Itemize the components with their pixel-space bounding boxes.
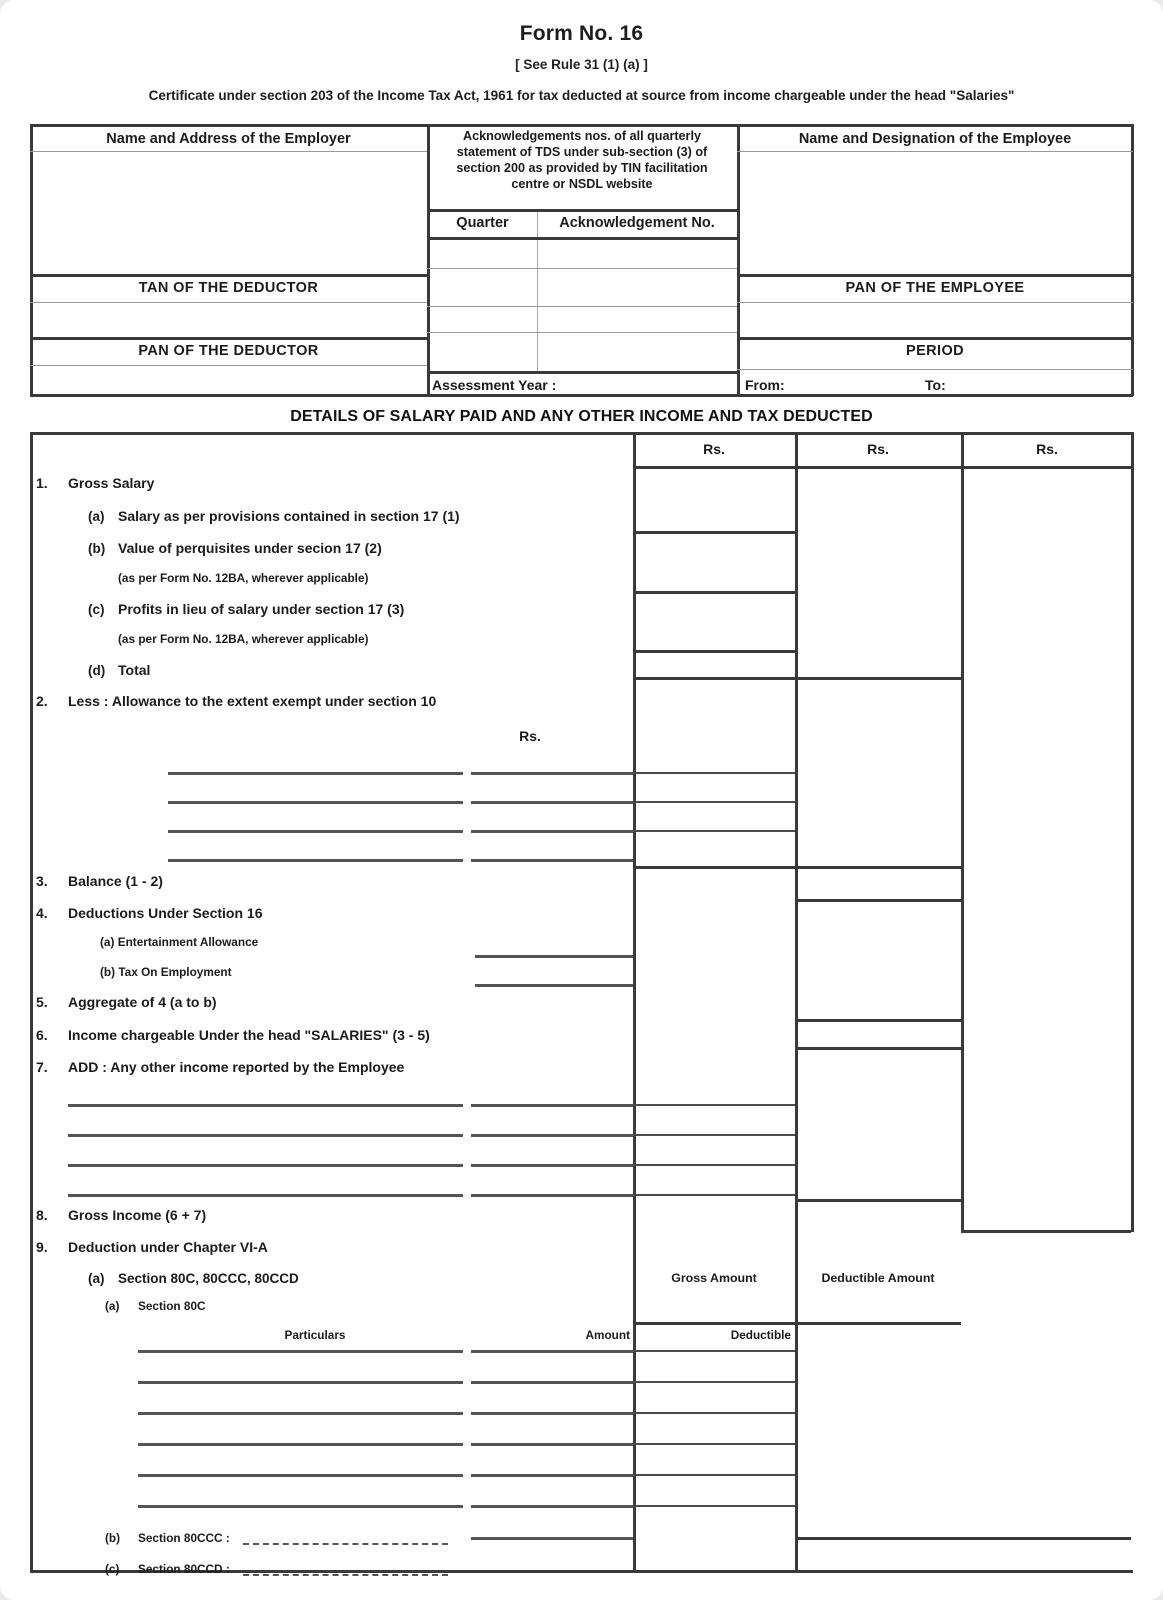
section80c-deductible-divider-2 bbox=[633, 1381, 795, 1383]
amount-col2-cell-1[interactable] bbox=[800, 470, 956, 670]
amount-cell-1c[interactable] bbox=[638, 655, 790, 673]
section80c-entry-line-4-particulars[interactable] bbox=[138, 1443, 463, 1446]
tan-label: TAN OF THE DEDUCTOR bbox=[138, 280, 319, 296]
amount-col2-balance-top-border bbox=[795, 866, 961, 869]
pan-deductor-label-underline bbox=[30, 365, 427, 366]
amount-col1-other-income-divider-2 bbox=[633, 1134, 795, 1136]
amount-col2-cell-4[interactable] bbox=[800, 905, 956, 1013]
pan-employee-label: PAN OF THE EMPLOYEE bbox=[845, 280, 1025, 296]
item-1c-number: (c) bbox=[88, 602, 105, 617]
item-9c-number: (c) bbox=[105, 1562, 120, 1576]
amount-col2-divider-1d bbox=[795, 677, 961, 680]
amount-col1-divider-1c bbox=[633, 650, 795, 653]
section10-entry-line-3-left[interactable] bbox=[168, 830, 463, 833]
employee-header-underline bbox=[737, 151, 1133, 152]
period-label-underline bbox=[737, 369, 1133, 370]
pan-employee-row-top-border bbox=[737, 274, 1133, 277]
acknowledgement-no-header: Acknowledgement No. bbox=[559, 215, 715, 231]
details-col1-left-border bbox=[633, 432, 636, 1572]
employer-col-header: Name and Address of the Employer bbox=[106, 131, 351, 147]
pan-deductor-row-top-border bbox=[30, 337, 427, 340]
tan-row-top-border bbox=[30, 274, 427, 277]
section10-entry-line-4-left[interactable] bbox=[168, 859, 463, 862]
section10-entry-line-2-right[interactable] bbox=[471, 801, 633, 804]
other-income-entry-line-4-right[interactable] bbox=[471, 1194, 633, 1197]
header-table-right-border bbox=[1131, 124, 1134, 396]
item-9b-amount-line[interactable] bbox=[471, 1537, 633, 1540]
quarter-header: Quarter bbox=[456, 215, 509, 231]
amount-col3-header: Rs. bbox=[1036, 441, 1058, 457]
section80c-deductible-divider-6 bbox=[633, 1505, 795, 1507]
amount-col1-section10-divider-1 bbox=[633, 772, 795, 774]
amount-header: Amount bbox=[585, 1328, 630, 1342]
section80c-entry-line-2-particulars[interactable] bbox=[138, 1381, 463, 1384]
other-income-entry-line-4-left[interactable] bbox=[68, 1194, 463, 1197]
section80c-entry-line-5-amount[interactable] bbox=[471, 1474, 633, 1477]
quarter-header-bottom-border bbox=[427, 237, 737, 240]
deductible-header: Deductible bbox=[730, 1328, 791, 1342]
item-9b-value-line[interactable] bbox=[243, 1531, 448, 1545]
item-7-label: ADD : Any other income reported by the Employee bbox=[68, 1059, 405, 1075]
amount-cell-1b[interactable] bbox=[638, 596, 790, 646]
amount-col1-section10-divider-2 bbox=[633, 801, 795, 803]
deductible-amount-cell-80ccc[interactable] bbox=[800, 1542, 956, 1568]
item-1b-label: Value of perquisites under secion 17 (2) bbox=[118, 540, 382, 556]
item-2-inline-rs-header: Rs. bbox=[519, 728, 541, 744]
amount-col1-header-bottom-border bbox=[633, 466, 795, 469]
gross-amount-cell-80ccc[interactable] bbox=[638, 1542, 790, 1568]
amount-col2-cell-5[interactable] bbox=[800, 1024, 956, 1044]
section80c-deductible-divider-5 bbox=[633, 1474, 795, 1476]
item-9a-number: (a) bbox=[88, 1271, 105, 1286]
amount-col3-cell-1[interactable] bbox=[966, 470, 1126, 1225]
section80c-entry-line-5-particulars[interactable] bbox=[138, 1474, 463, 1477]
item-6-number: 6. bbox=[36, 1027, 48, 1043]
particulars-header: Particulars bbox=[284, 1328, 346, 1342]
item-3-number: 3. bbox=[36, 873, 48, 889]
amount-cell-1[interactable] bbox=[638, 470, 790, 528]
amount-col2-cell-3[interactable] bbox=[800, 871, 956, 895]
period-row-top-border bbox=[737, 337, 1133, 340]
period-to-label: To: bbox=[925, 377, 946, 393]
form-title: Form No. 16 bbox=[519, 22, 644, 45]
header-divider-quarter-ackno bbox=[537, 209, 538, 373]
item-4b-label: (b) Tax On Employment bbox=[100, 965, 232, 979]
other-income-entry-line-3-left[interactable] bbox=[68, 1164, 463, 1167]
item-9b-label: Section 80CCC : bbox=[138, 1531, 230, 1545]
deductible-amount-header: Deductible Amount bbox=[821, 1271, 935, 1285]
item-2-label: Less : Allowance to the extent exempt under section 10 bbox=[68, 693, 437, 709]
item-1d-number: (d) bbox=[88, 663, 106, 678]
amount-col1-section10-bottom-border bbox=[633, 866, 795, 869]
section80c-entry-line-6-particulars[interactable] bbox=[138, 1505, 463, 1508]
item-4-label: Deductions Under Section 16 bbox=[68, 905, 263, 921]
section80c-entry-line-1-particulars[interactable] bbox=[138, 1350, 463, 1353]
amount-col2-header: Rs. bbox=[867, 441, 889, 457]
amount-col2-cell-6[interactable] bbox=[800, 1052, 956, 1194]
item-5-number: 5. bbox=[36, 994, 48, 1010]
amount-col3-item8-bottom-border bbox=[961, 1230, 1131, 1233]
section10-entry-line-3-right[interactable] bbox=[471, 830, 633, 833]
item-4b-entry-line[interactable] bbox=[475, 984, 633, 987]
other-income-entry-line-2-right[interactable] bbox=[471, 1134, 633, 1137]
employer-value[interactable] bbox=[40, 158, 420, 268]
amount-col1-divider-1a bbox=[633, 531, 795, 534]
section80c-entry-line-4-amount[interactable] bbox=[471, 1443, 633, 1446]
item-6-label: Income chargeable Under the head "SALARIES" (3 - 5) bbox=[68, 1027, 430, 1043]
item-1b-number: (b) bbox=[88, 541, 106, 556]
gross-amount-header: Gross Amount bbox=[671, 1271, 757, 1285]
item-4a-label: (a) Entertainment Allowance bbox=[100, 935, 259, 949]
item-8-label: Gross Income (6 + 7) bbox=[68, 1207, 207, 1223]
item-4a-entry-line[interactable] bbox=[475, 955, 633, 958]
item-9-label: Deduction under Chapter VI-A bbox=[68, 1239, 268, 1255]
amount-col1-divider-1d bbox=[633, 677, 795, 680]
amount-col1-header: Rs. bbox=[703, 441, 725, 457]
certificate-line: Certificate under section 203 of the Income Tax Act, 1961 for tax deducted at source from income chargeable under the head "Salaries" bbox=[148, 88, 1015, 103]
item-1c-note: (as per Form No. 12BA, wherever applicable) bbox=[118, 632, 369, 646]
ack-col-header-line-3: section 200 as provided by TIN facilitation bbox=[456, 160, 708, 175]
amount-col1-other-income-divider-4 bbox=[633, 1194, 795, 1196]
ack-col-header-line-1: Acknowledgements nos. of all quarterly bbox=[463, 129, 701, 143]
section80c-deductible-divider-1 bbox=[633, 1350, 795, 1352]
period-label: PERIOD bbox=[906, 343, 964, 359]
item-9aa-label: Section 80C bbox=[138, 1299, 206, 1313]
item-7-number: 7. bbox=[36, 1059, 48, 1075]
subtable-gross-header-bottom-border bbox=[633, 1322, 795, 1325]
employee-value[interactable] bbox=[748, 158, 1123, 268]
section80c-entry-line-3-particulars[interactable] bbox=[138, 1412, 463, 1415]
other-income-entry-line-1-left[interactable] bbox=[68, 1104, 463, 1107]
pan-employee-label-underline bbox=[737, 302, 1133, 303]
amount-cell-1a[interactable] bbox=[638, 536, 790, 588]
ack-col-header-line-2: statement of TDS under sub-section (3) of bbox=[456, 144, 708, 159]
amount-col1-divider-1b bbox=[633, 591, 795, 594]
details-heading: DETAILS OF SALARY PAID AND ANY OTHER INCOME AND TAX DEDUCTED bbox=[290, 408, 873, 425]
amount-col1-other-income-divider-1 bbox=[633, 1104, 795, 1106]
pan-deductor-label: PAN OF THE DEDUCTOR bbox=[138, 343, 319, 359]
quarter-row-divider-1 bbox=[427, 268, 737, 269]
item-9a-label: Section 80C, 80CCC, 80CCD bbox=[118, 1271, 299, 1286]
quarter-row-divider-3 bbox=[427, 332, 737, 333]
ack-col-header bbox=[429, 129, 735, 192]
section10-entry-line-1-left[interactable] bbox=[168, 772, 463, 775]
ack-col-header-line-4: centre or NSDL website bbox=[511, 176, 653, 191]
item-1d-label: Total bbox=[118, 662, 151, 678]
rule-reference: [ See Rule 31 (1) (a) ] bbox=[515, 57, 648, 72]
amount-col1-section10-divider-3 bbox=[633, 830, 795, 832]
amount-col1-other-income-divider-3 bbox=[633, 1164, 795, 1166]
item-4-number: 4. bbox=[36, 905, 48, 921]
section80c-deductible-divider-4 bbox=[633, 1443, 795, 1445]
ack-header-bottom-border bbox=[427, 209, 737, 212]
quarter-row-divider-2 bbox=[427, 306, 737, 307]
section80c-entry-line-2-amount[interactable] bbox=[471, 1381, 633, 1384]
period-from-label: From: bbox=[745, 377, 785, 393]
item-9b-number: (b) bbox=[105, 1531, 121, 1545]
details-table-left-border bbox=[30, 432, 33, 1572]
tan-label-underline bbox=[30, 302, 427, 303]
amount-col2-item6-bottom-border bbox=[795, 1047, 961, 1050]
employee-col-header: Name and Designation of the Employee bbox=[798, 131, 1072, 147]
amount-col2-cell-2[interactable] bbox=[800, 682, 956, 860]
item-9c-value-line[interactable] bbox=[243, 1562, 448, 1576]
section10-entry-line-4-right[interactable] bbox=[471, 859, 633, 862]
section80c-entry-line-1-amount[interactable] bbox=[471, 1350, 633, 1353]
item-1a-label: Salary as per provisions contained in section 17 (1) bbox=[118, 508, 460, 524]
details-col3-left-border bbox=[961, 432, 964, 1232]
item-8-number: 8. bbox=[36, 1207, 48, 1223]
details-table-top-border bbox=[30, 432, 1133, 435]
item-1-label: Gross Salary bbox=[68, 475, 155, 491]
details-table-right-border bbox=[1131, 432, 1134, 1232]
amount-col3-header-bottom-border bbox=[961, 466, 1131, 469]
item-2-number: 2. bbox=[36, 693, 48, 709]
header-table-top-border bbox=[30, 124, 1133, 127]
section10-entry-line-2-left[interactable] bbox=[168, 801, 463, 804]
item-3-label: Balance (1 - 2) bbox=[68, 873, 163, 889]
assessment-year-label: Assessment Year : bbox=[432, 377, 557, 393]
item-1-number: 1. bbox=[36, 475, 48, 491]
section80c-entry-line-6-amount[interactable] bbox=[471, 1505, 633, 1508]
section80c-deductible-amount-bottom-border bbox=[795, 1537, 1131, 1540]
amount-col2-item8-top-border bbox=[795, 1199, 961, 1202]
amount-col2-item6-top-border bbox=[795, 1019, 961, 1022]
item-1c-label: Profits in lieu of salary under section 17 (3) bbox=[118, 601, 405, 617]
section80c-deductible-divider-3 bbox=[633, 1412, 795, 1414]
deductible-amount-cell-80c[interactable] bbox=[800, 1327, 1126, 1532]
item-5-label: Aggregate of 4 (a to b) bbox=[68, 994, 217, 1010]
item-9aa-number: (a) bbox=[105, 1299, 120, 1313]
amount-col2-header-bottom-border bbox=[795, 466, 961, 469]
item-1a-number: (a) bbox=[88, 509, 105, 524]
amount-col2-divider-balance bbox=[795, 899, 961, 902]
item-9c-label: Section 80CCD : bbox=[138, 1562, 230, 1576]
other-income-entry-line-2-left[interactable] bbox=[68, 1134, 463, 1137]
other-income-entry-line-1-right[interactable] bbox=[471, 1104, 633, 1107]
employer-header-underline bbox=[30, 151, 427, 152]
section80c-entry-line-3-amount[interactable] bbox=[471, 1412, 633, 1415]
details-col2-left-border bbox=[795, 432, 798, 1572]
item-1b-note: (as per Form No. 12BA, wherever applicable) bbox=[118, 571, 369, 585]
quarter-rows-bottom-border bbox=[427, 371, 737, 374]
other-income-entry-line-3-right[interactable] bbox=[471, 1164, 633, 1167]
subtable-deductible-header-bottom-border bbox=[795, 1322, 961, 1325]
item-9-number: 9. bbox=[36, 1239, 48, 1255]
section10-entry-line-1-right[interactable] bbox=[471, 772, 633, 775]
